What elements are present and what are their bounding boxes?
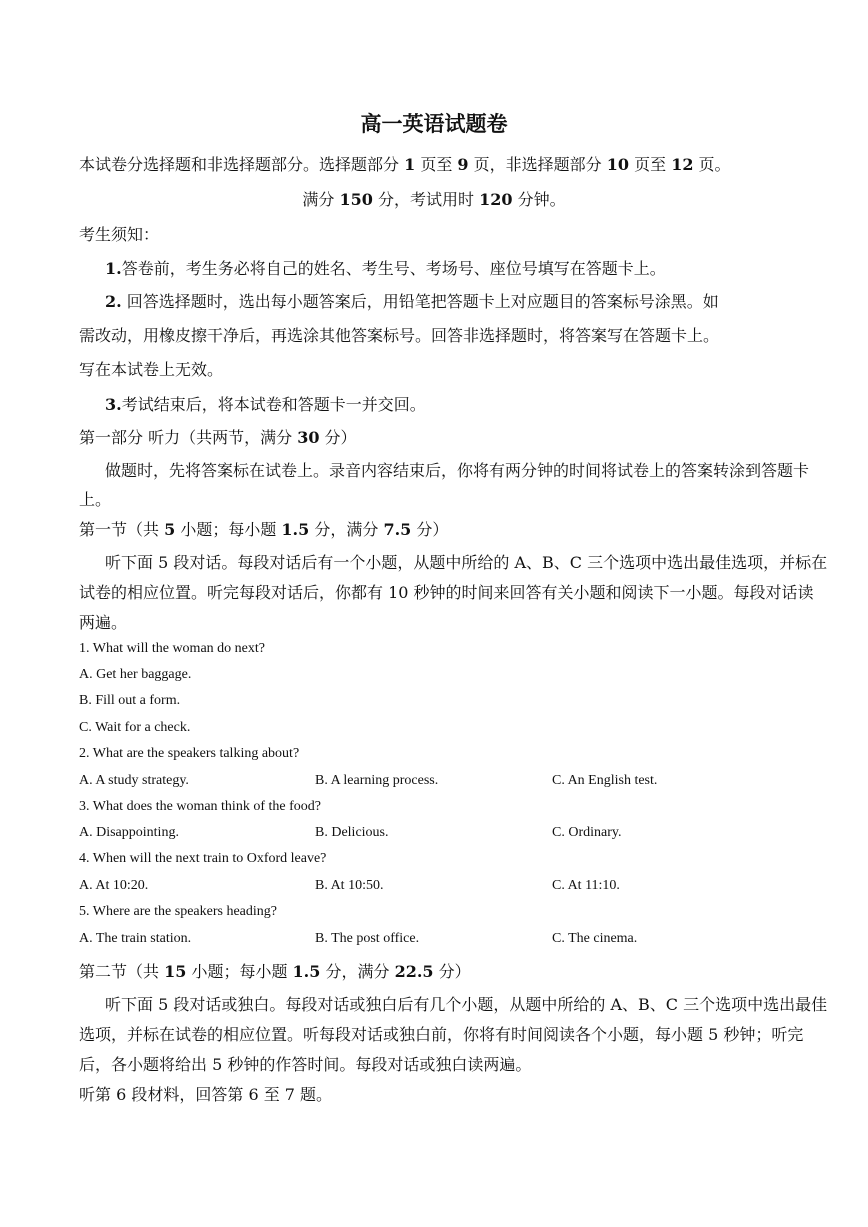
heading-text: 第二节（共 [79, 962, 165, 981]
heading-text: 小题；每小题 [186, 962, 293, 981]
intro-page-9: 9 [457, 155, 469, 174]
section1-desc-line2: 试卷的相应位置。听完每段对话后，你都有 10 秒钟的时间来回答有关小题和阅读下一小题。每段对话读 [79, 583, 814, 602]
question-4-option-c: C. At 11:10. [552, 878, 620, 893]
heading-text: 分） [433, 962, 471, 981]
page-title: 高一英语试题卷 [360, 111, 508, 136]
heading-text: 分，满分 [320, 962, 395, 981]
intro-text: 页至 [629, 155, 672, 174]
notice-item-2 [105, 289, 719, 312]
question-1-option-b: B. Fill out a form. [79, 693, 181, 708]
notice-item-3 [105, 392, 426, 415]
section1-desc-line3: 两遍。 [79, 613, 128, 632]
question-2-stem: 2. What are the speakers talking about? [79, 746, 300, 761]
notice-text: 答卷前，考生务必将自己的姓名、考生号、考场号、座位号填写在答题卡上。 [121, 259, 666, 278]
section2-desc-line3: 后，各小题将给出 5 秒钟的作答时间。每段对话或独白读两遍。 [79, 1055, 532, 1074]
heading-text: 分） [411, 520, 449, 539]
question-5-option-b: B. The post office. [315, 931, 420, 946]
heading-text: 第一部分 听力（共两节，满分 [79, 428, 298, 447]
question-1-stem: 1. What will the woman do next? [79, 641, 265, 656]
question-3-stem: 3. What does the woman think of the food? [79, 799, 321, 814]
section2-count: 15 [164, 962, 187, 981]
notice-number: 2. [105, 292, 122, 311]
heading-text: 小题；每小题 [175, 520, 282, 539]
notice-heading: 考生须知： [79, 225, 160, 244]
question-4-stem: 4. When will the next train to Oxford leave? [79, 851, 327, 866]
part1-heading [79, 425, 357, 448]
intro-text: 页至 [415, 155, 458, 174]
question-3-option-b: B. Delicious. [315, 825, 389, 840]
section2-total-score: 22.5 [394, 962, 434, 981]
notice-item-2-line2: 需改动，用橡皮擦干净后，再选涂其他答案标号。回答非选择题时，将答案写在答题卡上。 [79, 326, 720, 345]
exam-intro [79, 152, 731, 175]
question-1-option-c: C. Wait for a check. [79, 720, 191, 735]
intro-text: 页。 [693, 155, 731, 174]
part1-desc-line2: 上。 [79, 490, 112, 509]
notice-item-2-line3: 写在本试卷上无效。 [79, 360, 224, 379]
question-3-option-a: A. Disappointing. [79, 825, 179, 840]
score-text: 分钟。 [512, 190, 566, 209]
intro-text: 本试卷分选择题和非选择题部分。选择题部分 [79, 155, 405, 174]
heading-text: 第一节（共 [79, 520, 165, 539]
intro-page-12: 12 [671, 155, 694, 174]
section2-desc-line1: 听下面 5 段对话或独白。每段对话或独白后有几个小题，从题中所给的 A、B、C 三个选项中选出最佳 [105, 995, 828, 1014]
notice-number: 3. [105, 395, 122, 414]
intro-page-1: 1 [404, 155, 416, 174]
question-2-option-b: B. A learning process. [315, 773, 439, 788]
section1-heading [79, 517, 448, 540]
heading-text: 分） [319, 428, 357, 447]
part1-score: 30 [297, 428, 320, 447]
question-2-option-c: C. An English test. [552, 773, 658, 788]
notice-number: 1. [105, 259, 122, 278]
question-3-option-c: C. Ordinary. [552, 825, 622, 840]
exam-duration: 120 [479, 190, 513, 209]
part1-desc-line1: 做题时，先将答案标在试卷上。录音内容结束后，你将有两分钟的时间将试卷上的答案转涂到答题卡 [105, 461, 810, 480]
question-5-stem: 5. Where are the speakers heading? [79, 904, 277, 919]
section1-total-score: 7.5 [383, 520, 412, 539]
score-text: 分，考试用时 [372, 190, 480, 209]
question-5-option-c: C. The cinema. [552, 931, 638, 946]
intro-text: 页，非选择题部分 [468, 155, 607, 174]
intro-page-10: 10 [606, 155, 630, 174]
section2-heading [79, 959, 471, 982]
question-4-option-b: B. At 10:50. [315, 878, 384, 893]
section2-each-score: 1.5 [292, 962, 321, 981]
notice-item-1 [105, 256, 666, 279]
question-2-option-a: A. A study strategy. [79, 773, 189, 788]
notice-text: 回答选择题时，选出每小题答案后，用铅笔把答题卡上对应题目的答案标号涂黑。如 [121, 292, 719, 311]
material-6-instruction: 听第 6 段材料，回答第 6 至 7 题。 [79, 1085, 333, 1104]
section1-desc-line1: 听下面 5 段对话。每段对话后有一个小题，从题中所给的 A、B、C 三个选项中选出最佳选项，并标在 [105, 553, 828, 572]
question-5-option-a: A. The train station. [79, 931, 192, 946]
heading-text: 分，满分 [309, 520, 384, 539]
section1-each-score: 1.5 [281, 520, 310, 539]
question-1-option-a: A. Get her baggage. [79, 667, 192, 682]
section1-count: 5 [164, 520, 176, 539]
notice-text: 考试结束后，将本试卷和答题卡一并交回。 [121, 395, 426, 414]
question-4-option-a: A. At 10:20. [79, 878, 149, 893]
total-score: 150 [339, 190, 373, 209]
score-time-line [0, 187, 868, 210]
score-text: 满分 [302, 190, 340, 209]
section2-desc-line2: 选项，并标在试卷的相应位置。听每段对话或独白前，你将有时间阅读各个小题，每小题 5 秒钟；听完 [79, 1025, 804, 1044]
